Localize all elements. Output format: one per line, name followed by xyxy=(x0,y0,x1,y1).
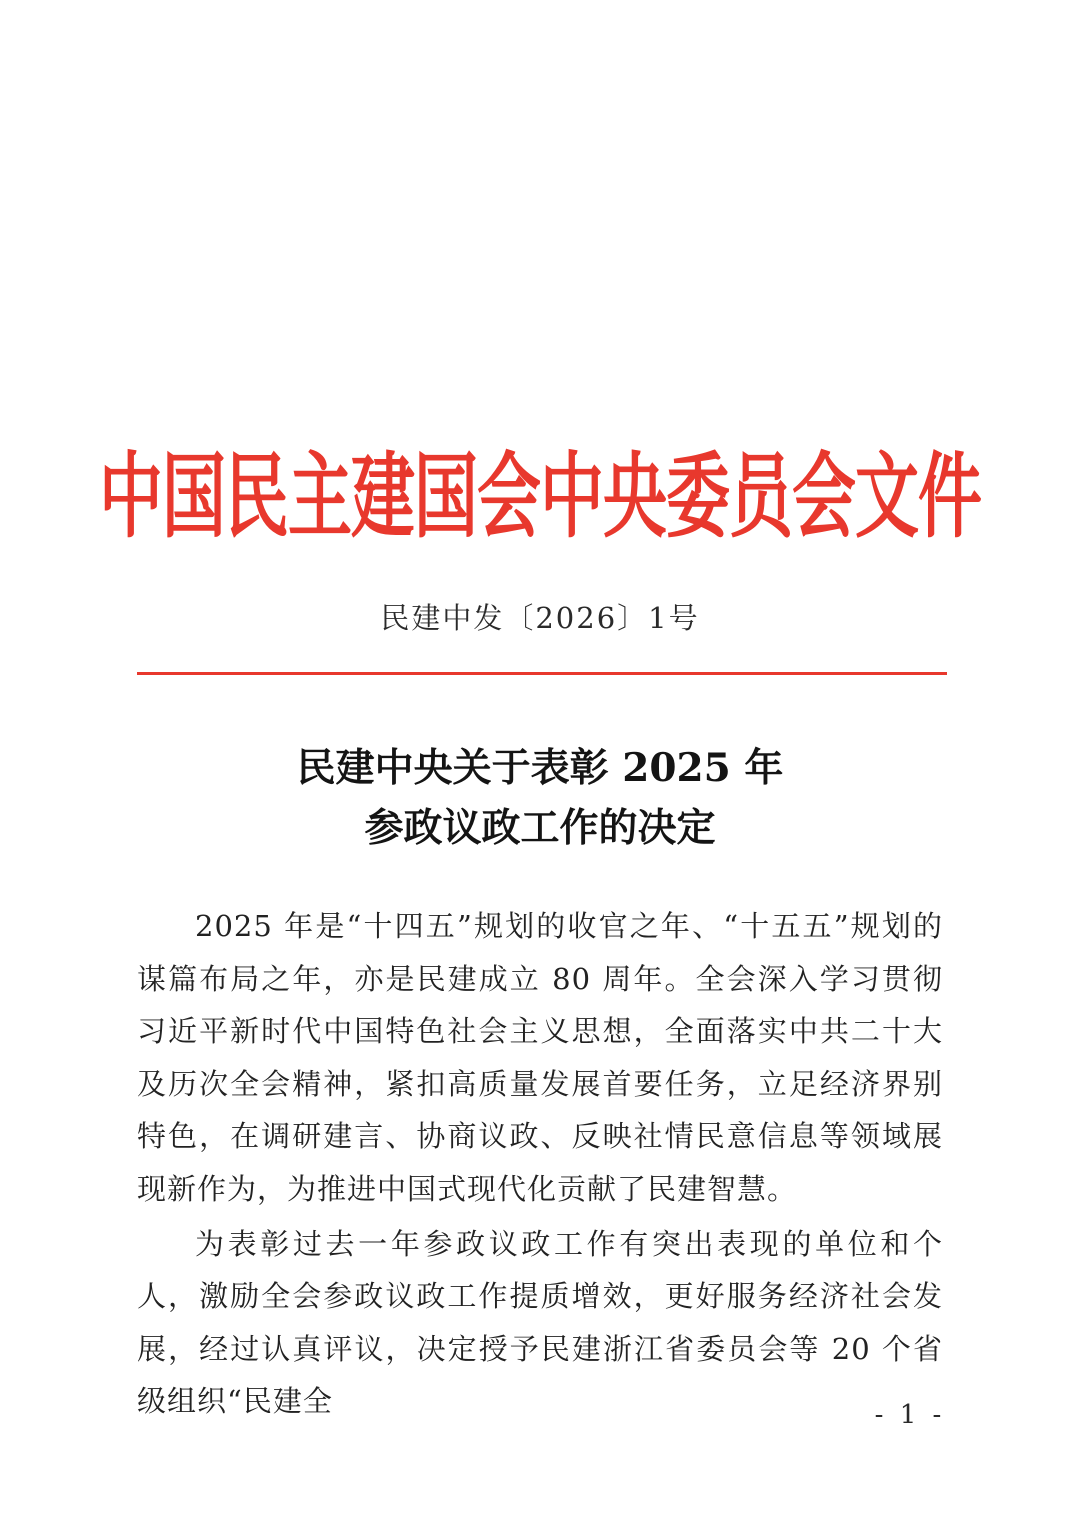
document-body xyxy=(137,900,943,1428)
document-masthead: 中国民主建国会中央委员会文件 xyxy=(99,444,981,552)
document-title xyxy=(0,738,1080,858)
page-number: - 1 - xyxy=(874,1400,946,1430)
document-title-line-1: 民建中央关于表彰 2025 年 xyxy=(296,745,784,791)
body-paragraph: 2025 年是“十四五”规划的收官之年、“十五五”规划的谋篇布局之年，亦是民建成立 80 周年。全会深入学习贯彻习近平新时代中国特色社会主义思想，全面落实中共二十大及历次全会精神，紧扣高质量发展首要任务，立足经济界别特色，在调研建言、协商议政、反映社情民意信息等领域展现新作为，为推进中国式现代化贡献了民建智慧。 xyxy=(137,909,943,1206)
body-paragraph: 为表彰过去一年参政议政工作有突出表现的单位和个人，激励全会参政议政工作提质增效，更好服务经济社会发展，经过认真评议，决定授予民建浙江省委员会等 20 个省级组织“民建全 xyxy=(137,1226,943,1419)
document-number: 民建中发〔2026〕1号 xyxy=(380,601,700,635)
document-title-line-2: 参政议政工作的决定 xyxy=(364,805,716,851)
red-divider-line xyxy=(137,672,947,675)
